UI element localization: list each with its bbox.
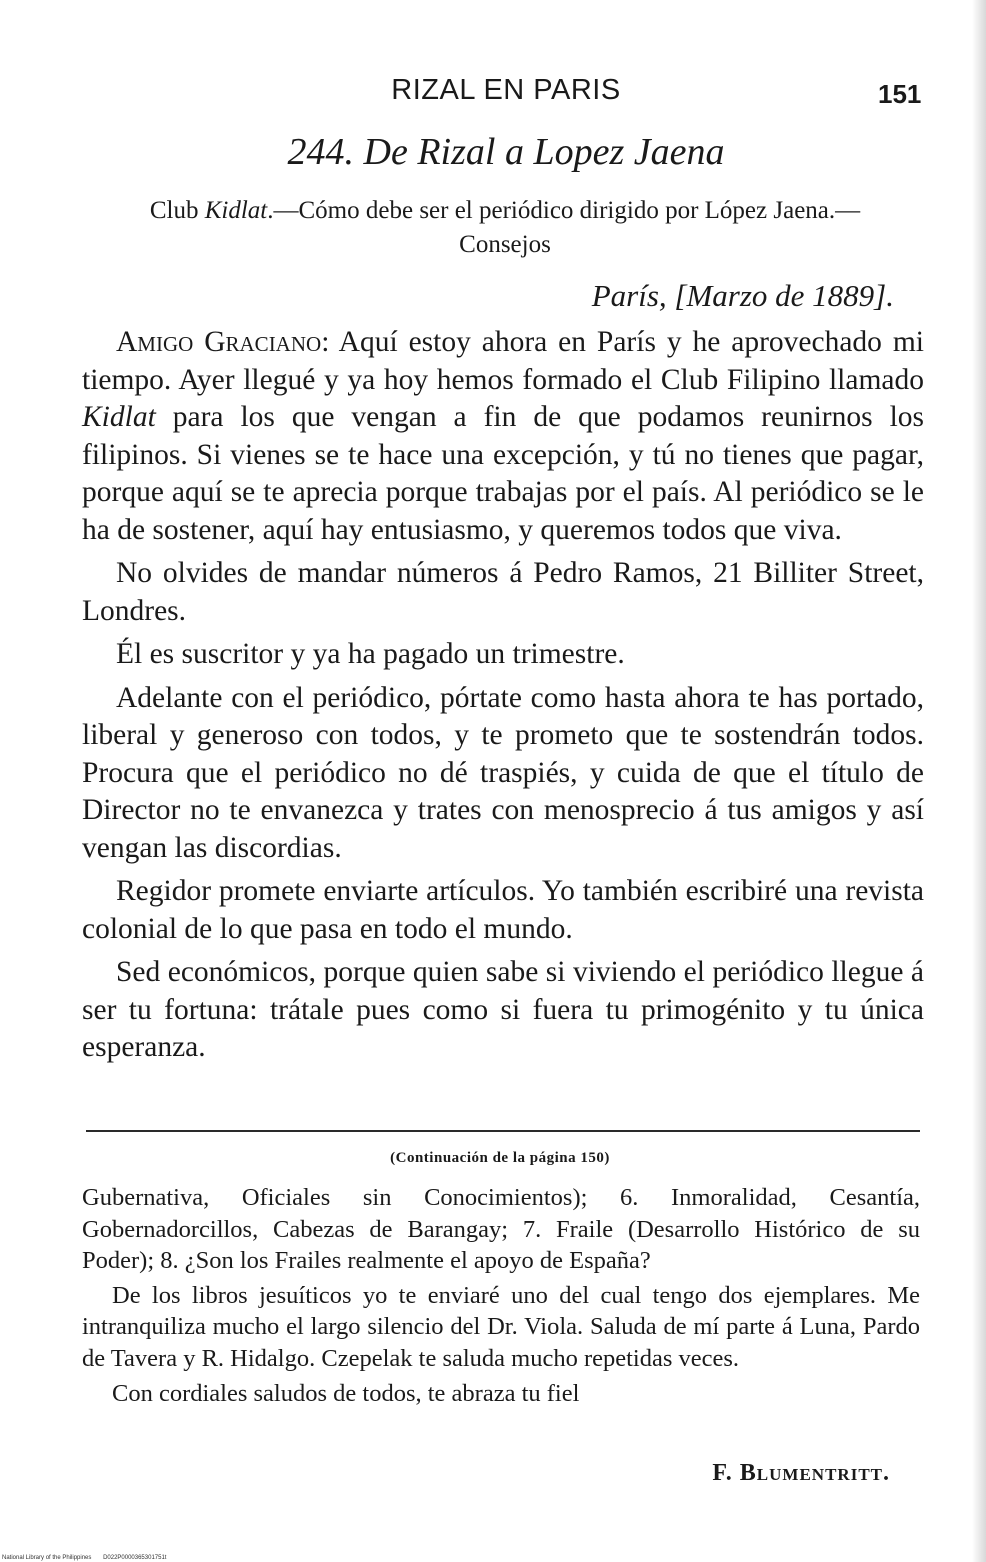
footnote-paragraph-1: Gubernativa, Oficiales sin Conocimientos); 6. Inmoralidad, Cesantía, Gobernadorcillos, Cabezas de Barangay; 7. Fraile (Desarrollo Histórico de su Poder); 8. ¿Son los Frailes realmente el apoyo de España? <box>82 1184 920 1275</box>
footnote-divider <box>86 1130 920 1132</box>
paragraph-4: Adelante con el periódico, pórtate como hasta ahora te has portado, liberal y generoso con todos, y te prometo que te sostendrán todos. Procura que el periódico no dé traspiés, y cuida de que el título de Director no te envanezca y trates con menosprecio á tus amigos y así vengan las discordias. <box>82 681 924 864</box>
footnote-paragraph-3: Con cordiales saludos de todos, te abraza tu fiel <box>112 1379 580 1407</box>
summary-club-name: Kidlat <box>204 197 268 224</box>
paragraph-6: Sed económicos, porque quien sabe si viviendo el periódico llegue á ser tu fortuna: trátale pues como si fuera tu primogénito y tu única esperanza. <box>82 956 924 1063</box>
paragraph-2: No olvides de mandar números á Pedro Ramos, 21 Billiter Street, Londres. <box>82 557 924 627</box>
running-title: RIZAL EN PARIS <box>391 74 621 106</box>
scan-code: D022P0000365301751t <box>103 1555 167 1561</box>
salutation: Amigo Graciano <box>116 326 322 358</box>
summary-prefix: Club <box>149 197 205 224</box>
letter-summary <box>130 194 880 262</box>
footnote-block <box>82 1182 920 1412</box>
footnote-paragraph-2: De los libros jesuíticos yo te enviaré uno del cual tengo dos ejemplares. Me intranquiliza mucho el largo silencio del Dr. Viola. Saluda de mí parte á Luna, Pardo de Tavera y R. Hidalgo. Czepelak te saluda mucho repetidas veces. <box>82 1281 920 1372</box>
page-edge-shadow <box>972 0 986 1562</box>
paragraph-1-part-1: : Aquí estoy ahora en París y he aprovechado mi tiempo. Ayer llegué y ya hoy hemos formado el Club Filipino llamado <box>82 326 924 396</box>
continuation-label: (Continuación de la página 150) <box>390 1150 610 1166</box>
letter-title: 244. De Rizal a Lopez Jaena <box>287 131 725 173</box>
letter-body <box>82 324 924 1073</box>
summary-rest: .—Cómo debe ser el periódico dirigido por López Jaena.—Consejos <box>267 197 861 258</box>
paragraph-1 <box>82 324 924 549</box>
club-name: Kidlat <box>82 401 156 433</box>
signature: F. Blumentritt. <box>712 1460 890 1486</box>
scan-footer <box>2 1555 176 1561</box>
paragraph-5: Regidor promete enviarte artículos. Yo también escribiré una revista colonial de lo que pasa en todo el mundo. <box>82 875 924 945</box>
paragraph-3: Él es suscritor y ya ha pagado un trimestre. <box>116 638 625 670</box>
dateline: París, [Marzo de 1889]. <box>591 278 894 313</box>
page-number: 151 <box>878 79 922 109</box>
scan-library: National Library of the Philippines <box>2 1555 92 1561</box>
paragraph-1-part-2: para los que vengan a fin de que podamos reunirnos los filipinos. Si vienes se te hace una excepción, y tú no tienes que pagar, porque aquí se te aprecia porque trabajas por el país. Al periódico se le ha de sostener, aquí hay entusiasmo, y queremos todos que viva. <box>82 401 924 546</box>
